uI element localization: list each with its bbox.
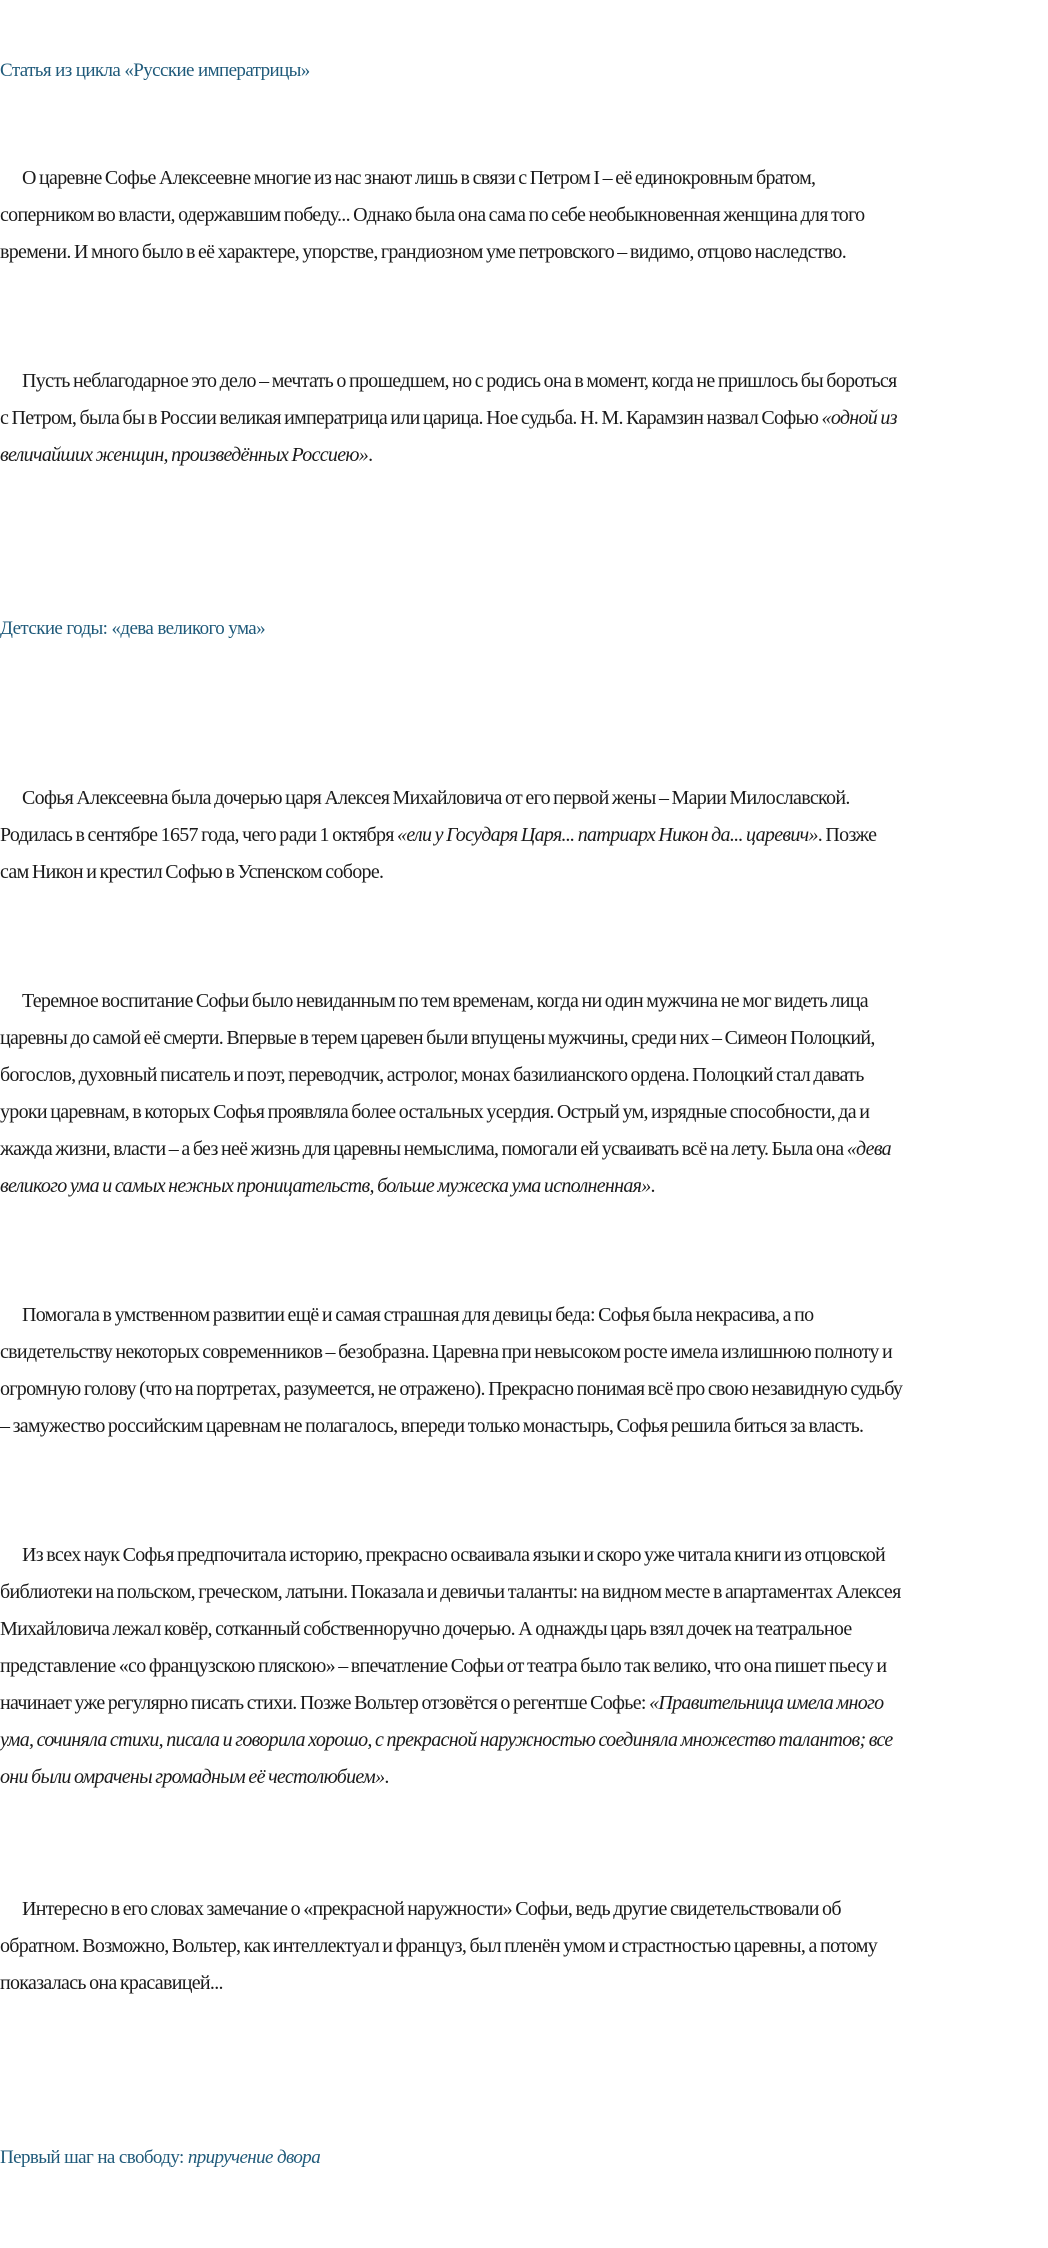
childhood-paragraph-3 [0,1297,905,1445]
childhood-paragraph-2 [0,983,905,1205]
paragraph-text: О царевне Софье Алексеевне многие из нас знают лишь в связи с Петром I – её единокровным братом, соперником во власти, одержавшим победу... Однако была она сама по себе необыкновенная женщина для того времени. И много было в её характере, упорстве, грандиозном уме петровского – видимо, отцово наследство. [0,167,865,263]
intro-paragraph-2 [0,363,905,474]
section-title-first-step [0,2147,320,2169]
karamzin-quote: «одной из величайших женщин, произведённых Россиею» [0,407,897,466]
paragraph-tail: . [650,1175,655,1197]
childhood-paragraph-4 [0,1537,905,1796]
series-link[interactable]: Статья из цикла «Русские императрицы» [0,60,310,81]
paragraph-text: Теремное воспитание Софьи было невиданным по тем временам, когда ни один мужчина не мог видеть лица царевны до самой её смерти. Впервые в терем царевен были впущены мужчины, среди них – Симеон Полоцкий, богослов, духовный писатель и поэт, переводчик, астролог, монах базилианского ордена. Полоцкий стал давать уроки царевнам, в которых Софья проявляла более остальных усердия. Острый ум, изрядные способности, да и жажда жизни, власти – а без неё жизнь для царевны немыслима, помогали ей усваивать всё на лету. Была она [0,990,875,1160]
paragraph-tail: . [384,1766,389,1788]
voltaire-quote: «Правительница имела много ума, сочиняла стихи, писала и говорила хорошо, с прекрасной наружностью соединяла множество талантов; все они были омрачены громадным её честолюбием» [0,1692,893,1788]
childhood-paragraph-5 [0,1891,905,2002]
great-mind-quote: «дева великого ума и самых нежных проницательств, больше мужеска ума исполненная» [0,1138,891,1197]
paragraph-text: Помогала в умственном развитии ещё и самая страшная для девицы беда: Софья была некрасива, а по свидетельству некоторых современников – безобразна. Царевна при невысоком росте имела излишнюю полноту и огромную голову (что на портретах, разумеется, не отражено). Прекрасно понимая всё про свою незавидную судьбу – замужество российским царевнам не полагалось, впереди только монастырь, Софья решила биться за власть. [0,1304,903,1437]
paragraph-tail: . Позже сам Никон и крестил Софью в Успенском соборе. [0,824,877,883]
paragraph-text: Интересно в его словах замечание о «прекрасной наружности» Софьи, ведь другие свидетельствовали об обратном. Возможно, Вольтер, как интеллектуал и француз, был пленён умом и страстностью царевны, а потому показалась она красавицей... [0,1898,877,1994]
section-title-emphasis: приручение двора [187,2147,321,2168]
intro-paragraph-1 [0,160,905,271]
paragraph-text: Пусть неблагодарное это дело – мечтать о прошедшем, но с родись она в момент, когда не пришлось бы бороться с Петром, была бы в России великая императрица или царица. Ное судьба. Н. М. Карамзин назвал Софью [0,370,897,429]
childhood-paragraph-1 [0,780,905,891]
paragraph-tail: . [368,444,373,466]
paragraph-text: Из всех наук Софья предпочитала историю, прекрасно осваивала языки и скоро уже читала книги из отцовской библиотеки на польском, греческом, латыни. Показала и девичьи таланты: на видном месте в апартаментах Алексея Михайловича лежал ковёр, сотканный собственноручно дочерью. А однажды царь взял дочек на театральное представление «со французскою пляскою» – впечатление Софьи от театра было так велико, что она пишет пьесу и начинает уже регулярно писать стихи. Позже Вольтер отзовётся о регентше Софье: [0,1544,901,1714]
chronicle-quote: «ели у Государя Царя... патриарх Никон да... царевич» [397,824,818,846]
section-title-childhood: Детские годы: «дева великого ума» [0,618,265,639]
section-title-text: Первый шаг на свободу: [0,2147,188,2168]
paragraph-text: Софья Алексеевна была дочерью царя Алексея Михайловича от его первой жены – Марии Милославской. Родилась в сентябре 1657 года, чего ради 1 октября [0,787,850,846]
